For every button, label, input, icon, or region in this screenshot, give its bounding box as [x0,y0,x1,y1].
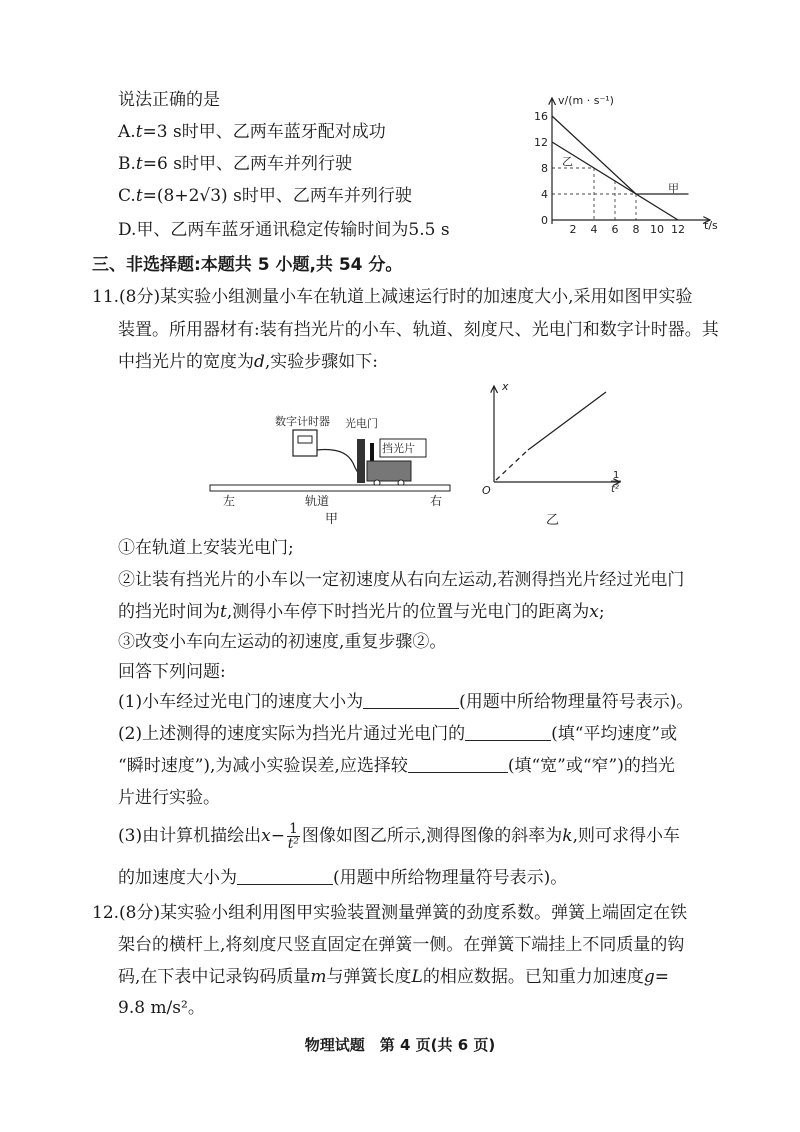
q11-intro-3: 中挡光片的宽度为d,实验步骤如下: [118,352,379,372]
q11-part3-line1: (3)由计算机描绘出x− $\frac{1}{\text{t²}}$ 图像如图乙所示,测得图像的斜率为k,则可求得小车 [118,821,680,852]
q10-option-d: D.甲、乙两车蓝牙通讯稳定传输时间为5.5 s [118,220,450,240]
vt-xtick-label: 8 [632,223,640,236]
vt-series-yi [552,142,678,220]
vt-xtick-label: 4 [590,223,598,236]
section-header: 三、非选择题:本题共 5 小题,共 54 分。 [92,255,403,275]
vt-ytick-label: 16 [534,110,548,123]
vt-xtick-label: 2 [569,223,577,236]
photogate [357,439,365,483]
vt-xtick-label: 12 [671,223,685,236]
q11-intro-1: 11.(8分)某实验小组测量小车在轨道上减速运行时的加速度大小,采用如图甲实验 [92,287,693,307]
q11-step1: ①在轨道上安装光电门; [118,538,294,558]
shutter-plate [370,443,374,463]
page-footer: 物理试题 第 4 页(共 6 页) [304,1036,496,1054]
q11-part3-line2: 的加速度大小为 (用题中所给物理量符号表示)。 [118,868,568,888]
vt-label-yi: 乙 [562,155,573,168]
q11-answer-prompt: 回答下列问题: [118,662,226,682]
vt-xtick-label: 10 [650,223,664,236]
q10-option-a: A.t=3 s时甲、乙两车蓝牙配对成功 [118,122,386,142]
yi-xlabel-num: 1 [613,470,620,481]
answer-blank-4[interactable] [237,868,333,885]
vt-xtick-label: 6 [611,223,619,236]
yi-solid-segment [528,392,606,450]
q10-option-b: B.t=6 s时甲、乙两车并列行驶 [118,154,352,174]
q11-step2a: ②让装有挡光片的小车以一定初速度从右向左运动,若测得挡光片经过光电门 [118,570,685,590]
q12-line2: 架台的横杆上,将刻度尺竖直固定在弹簧一侧。在弹簧下端挂上不同质量的钩 [118,935,685,955]
yi-xlabel-den: t² [611,484,619,495]
vt-graph [530,92,730,242]
q12-line3: 码,在下表中记录钩码质量m与弹簧长度L的相应数据。已知重力加速度g= [118,967,669,987]
q12-line1: 12.(8分)某实验小组利用图甲实验装置测量弹簧的劲度系数。弹簧上端固定在铁 [92,903,688,923]
q10-stem-end: 说法正确的是 [118,90,220,110]
caption-yi: 乙 [546,513,560,528]
label-left: 左 [223,494,236,508]
vt-ylabel: v/(m · s⁻¹) [558,94,614,107]
answer-blank-3[interactable] [408,756,508,773]
q11-part2-line2: “瞬时速度”),为减小实验误差,应选择较 (填“宽”或“窄”)的挡光 [118,756,675,776]
label-right: 右 [430,494,443,508]
vt-ytick-label: 4 [541,188,548,201]
fraction-one-over-t2: $\frac{1}{\text{t²}}$ [287,821,300,852]
yi-dashed-segment [496,450,528,480]
timer-cable [317,450,363,479]
caption-jia: 甲 [325,512,339,525]
q11-step2b: 的挡光时间为t,测得小车停下时挡光片的位置与光电门的距离为x; [118,602,605,622]
q11-part2-line3: 片进行实验。 [118,788,220,808]
q11-part2-line1: (2)上述测得的速度实际为挡光片通过光电门的 (填“平均速度”或 [118,724,678,744]
yi-origin: O [482,484,491,497]
label-track: 轨道 [305,494,330,508]
vt-ytick-label: 8 [541,162,548,175]
yi-ylabel: x [502,380,509,393]
label-timer: 数字计时器 [275,415,330,428]
q11-intro-2: 装置。所用器材有:装有挡光片的小车、轨道、刻度尺、光电门和数字计时器。其 [118,320,719,340]
vt-label-jia: 甲 [668,182,679,195]
answer-blank-1[interactable] [363,692,459,709]
cart [367,461,411,481]
track [210,485,450,491]
label-shutter: 挡光片 [382,442,415,455]
vt-ytick-label: 12 [534,136,548,149]
vt-ytick-label: 0 [541,214,548,227]
vt-xlabel: t/s [704,219,718,232]
figure-jia-apparatus [205,405,465,525]
q11-part1: (1)小车经过光电门的速度大小为 (用题中所给物理量符号表示)。 [118,692,694,712]
q11-step3: ③改变小车向左运动的初速度,重复步骤②。 [118,632,447,652]
q12-line4: 9.8 m/s²。 [118,998,205,1018]
q10-option-c: C.t=(8+2√3) s时甲、乙两车并列行驶 [118,186,412,206]
answer-blank-2[interactable] [465,724,551,741]
figure-yi-graph [470,378,640,538]
label-gate: 光电门 [345,417,378,430]
